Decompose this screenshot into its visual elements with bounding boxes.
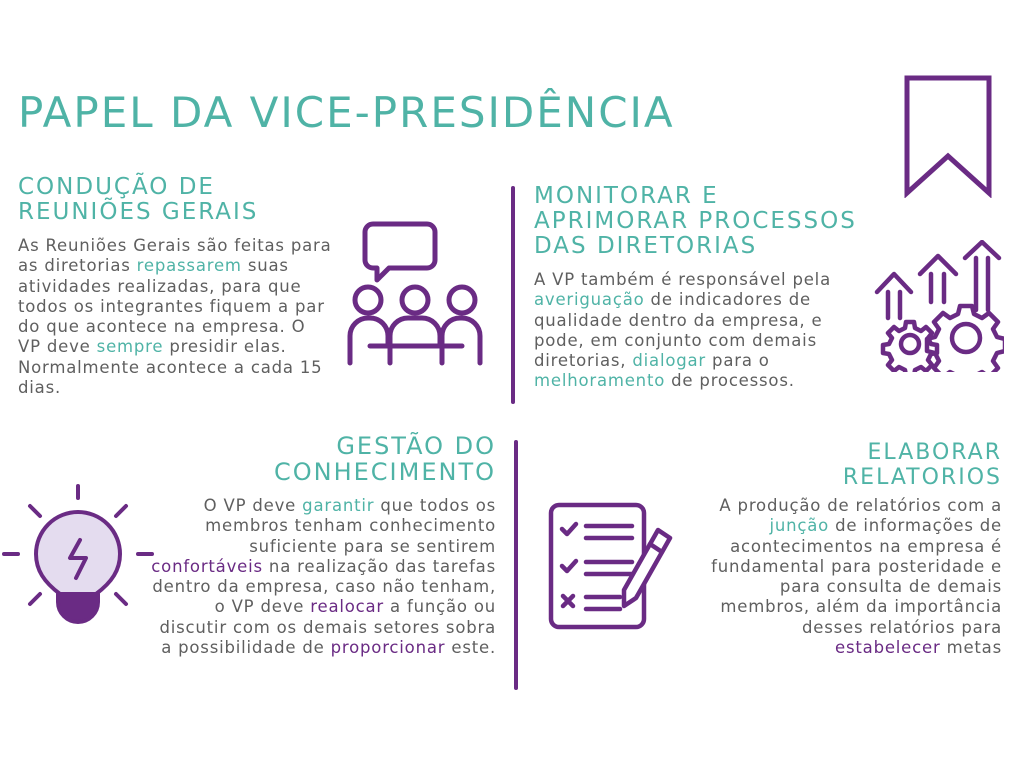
highlighted-word: repassarem: [136, 256, 242, 276]
meeting-icon: [345, 218, 500, 368]
lightbulb-icon: [0, 482, 156, 632]
section-heading: CONDUÇÃO DE REUNIÕES GERAIS: [18, 174, 259, 225]
section-heading: GESTÃO DO CONHECIMENTO: [273, 432, 496, 486]
highlighted-word: averiguação: [534, 290, 645, 310]
section-body: [150, 496, 496, 658]
body-text: de indicadores de qualidade dentro da empresa, e pode, em conjunto com demais diretorias,: [534, 290, 823, 371]
body-text: A VP também é responsável pela: [534, 270, 831, 289]
highlighted-word: melhoramento: [534, 371, 666, 391]
highlighted-word: dialogar: [632, 351, 706, 371]
body-text: para o: [706, 351, 770, 371]
highlighted-word: garantir: [302, 496, 375, 515]
section-relatorios: [700, 440, 1002, 658]
section-heading: ELABORAR RELATORIOS: [842, 440, 1002, 490]
highlighted-word: estabelecer: [835, 638, 941, 658]
highlighted-word: realocar: [310, 597, 384, 617]
body-text: de processos.: [665, 371, 795, 391]
page-title: PAPEL DA VICE-PRESIDÊNCIA: [18, 88, 675, 137]
body-text: de informações de acontecimentos na empresa é fundamental para posteridade e para consulta de demais membros, além da importância desses relatórios para: [711, 516, 1002, 637]
section-body: [18, 236, 333, 398]
highlighted-word: sempre: [96, 337, 164, 357]
body-text: metas: [940, 638, 1002, 658]
checklist-icon: [546, 500, 676, 632]
section-monitorar: [534, 184, 884, 392]
section-reunioes: [18, 175, 338, 398]
body-text: na realização das tarefas dentro da empresa, caso não tenham, o VP deve: [152, 556, 496, 617]
body-text: O VP deve: [203, 496, 303, 515]
section-gestao: [150, 433, 496, 658]
section-body: [700, 496, 1002, 658]
body-text: As Reuniões Gerais são feitas para as diretorias: [18, 236, 332, 276]
body-text: este.: [445, 638, 496, 658]
highlighted-word: proporcionar: [330, 638, 446, 658]
body-text: suas atividades realizadas, para que todos os integrantes fiquem a par do que acontece na empresa. O VP deve: [18, 256, 325, 357]
divider-top: [511, 186, 515, 404]
divider-bottom: [514, 440, 518, 690]
body-text: a função ou discutir com os demais setores sobra a possibilidade de: [159, 597, 496, 658]
body-text: que todos os membros tenham conhecimento suficiente para se sentirem: [205, 496, 496, 556]
process-improvement-icon: [868, 240, 1004, 372]
highlighted-word: confortáveis: [151, 556, 263, 576]
body-text: presidir elas. Normalmente acontece a cada 15 dias.: [18, 337, 323, 398]
bookmark-icon: [903, 74, 993, 198]
section-heading: MONITORAR E APRIMORAR PROCESSOS DAS DIRETORIAS: [534, 183, 857, 259]
section-body: [534, 270, 844, 392]
highlighted-word: junção: [769, 516, 830, 536]
body-text: A produção de relatórios com a: [719, 496, 1002, 515]
